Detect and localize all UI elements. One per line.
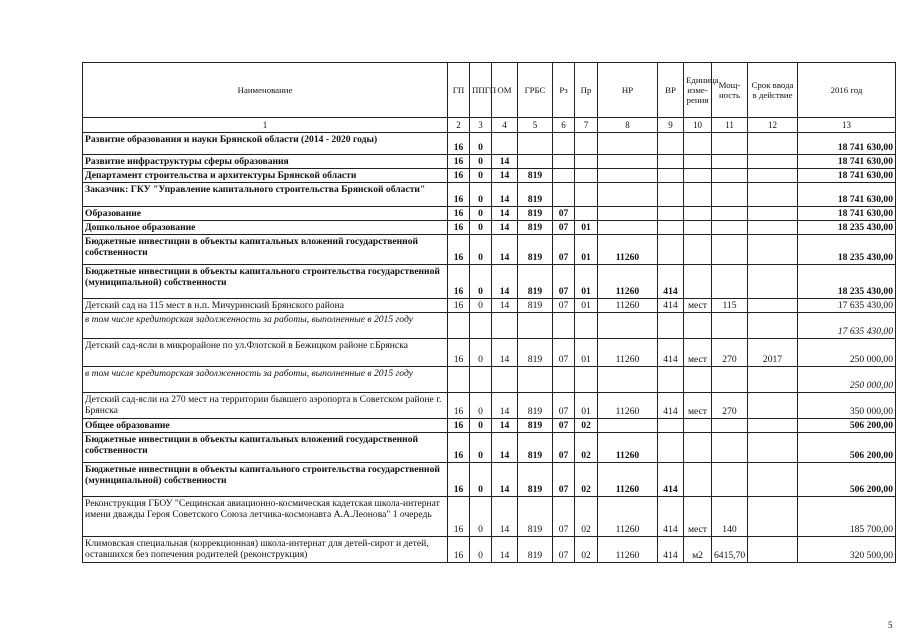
cell-grbs: 819 xyxy=(518,265,553,299)
row-name: Детский сад-ясли в микрорайоне по ул.Флотской в Бежицком районе г.Брянска xyxy=(83,339,448,367)
cell-capacity: 270 xyxy=(712,393,748,419)
table-row xyxy=(83,299,896,313)
cell-commission-date xyxy=(748,497,798,537)
cell-rz: 07 xyxy=(553,463,575,497)
cell-pr: 02 xyxy=(575,497,598,537)
column-number: 8 xyxy=(598,118,658,133)
cell-gp: 16 xyxy=(448,235,470,265)
cell-ppgp: 0 xyxy=(470,299,492,313)
cell-rz: 07 xyxy=(553,207,575,221)
header-nr: НР xyxy=(598,63,658,118)
cell-gp: 16 xyxy=(448,221,470,235)
row-name: Детский сад на 115 мест в н.п. Мичуринский Брянского района xyxy=(83,299,448,313)
cell-nr: 11260 xyxy=(598,497,658,537)
cell-commission-date xyxy=(748,419,798,433)
cell-grbs: 819 xyxy=(518,463,553,497)
table-row xyxy=(83,265,896,299)
cell-amount: 250 000,00 xyxy=(798,367,896,393)
cell-om xyxy=(492,313,518,339)
cell-grbs: 819 xyxy=(518,497,553,537)
cell-rz: 07 xyxy=(553,299,575,313)
cell-pr xyxy=(575,207,598,221)
cell-vr xyxy=(658,235,684,265)
cell-rz xyxy=(553,313,575,339)
cell-amount: 250 000,00 xyxy=(798,339,896,367)
cell-pr: 02 xyxy=(575,419,598,433)
cell-amount: 185 700,00 xyxy=(798,497,896,537)
cell-nr xyxy=(598,419,658,433)
column-number: 9 xyxy=(658,118,684,133)
table-row xyxy=(83,463,896,497)
cell-unit xyxy=(684,433,712,463)
cell-rz: 07 xyxy=(553,497,575,537)
cell-rz: 07 xyxy=(553,393,575,419)
cell-gp: 16 xyxy=(448,393,470,419)
row-name: Дошкольное образование xyxy=(83,221,448,235)
cell-pr: 01 xyxy=(575,299,598,313)
cell-amount: 18 235 430,00 xyxy=(798,221,896,235)
cell-grbs: 819 xyxy=(518,169,553,183)
cell-nr: 11260 xyxy=(598,463,658,497)
cell-capacity xyxy=(712,183,748,207)
cell-pr: 02 xyxy=(575,433,598,463)
cell-unit xyxy=(684,265,712,299)
cell-vr xyxy=(658,367,684,393)
cell-unit xyxy=(684,313,712,339)
cell-capacity xyxy=(712,207,748,221)
cell-amount: 18 741 630,00 xyxy=(798,169,896,183)
cell-om: 14 xyxy=(492,537,518,563)
table-body xyxy=(83,133,896,563)
row-name: Бюджетные инвестиции в объекты капитальных вложений государственной собственности xyxy=(83,235,448,265)
cell-ppgp: 0 xyxy=(470,537,492,563)
cell-gp: 16 xyxy=(448,339,470,367)
cell-commission-date xyxy=(748,367,798,393)
header-ppgp: ППГП xyxy=(470,63,492,118)
cell-unit: м2 xyxy=(684,537,712,563)
cell-commission-date xyxy=(748,433,798,463)
cell-gp: 16 xyxy=(448,155,470,169)
cell-commission-date xyxy=(748,537,798,563)
row-name: Развитие инфраструктуры сферы образования xyxy=(83,155,448,169)
cell-amount: 17 635 430,00 xyxy=(798,299,896,313)
cell-om: 14 xyxy=(492,183,518,207)
header-capacity: Мощ-ность xyxy=(712,63,748,118)
column-number: 1 xyxy=(83,118,448,133)
table-row xyxy=(83,169,896,183)
column-number: 6 xyxy=(553,118,575,133)
cell-gp: 16 xyxy=(448,433,470,463)
row-name: Детский сад-ясли на 270 мест на территории бывшего аэропорта в Советском районе г. Брянска xyxy=(83,393,448,419)
cell-capacity xyxy=(712,419,748,433)
cell-pr xyxy=(575,367,598,393)
cell-grbs: 819 xyxy=(518,183,553,207)
cell-ppgp: 0 xyxy=(470,207,492,221)
row-name: в том числе кредиторская задолженность за работы, выполненные в 2015 году xyxy=(83,367,448,393)
header-gp: ГП xyxy=(448,63,470,118)
cell-gp: 16 xyxy=(448,497,470,537)
cell-nr: 11260 xyxy=(598,339,658,367)
cell-nr xyxy=(598,183,658,207)
cell-gp xyxy=(448,367,470,393)
cell-commission-date xyxy=(748,463,798,497)
cell-gp: 16 xyxy=(448,265,470,299)
cell-om: 14 xyxy=(492,169,518,183)
cell-vr xyxy=(658,133,684,155)
cell-grbs xyxy=(518,133,553,155)
header-name: Наименование xyxy=(83,63,448,118)
cell-capacity xyxy=(712,463,748,497)
table-row xyxy=(83,497,896,537)
cell-vr xyxy=(658,433,684,463)
row-name: Образование xyxy=(83,207,448,221)
cell-commission-date xyxy=(748,183,798,207)
cell-vr: 414 xyxy=(658,537,684,563)
cell-nr: 11260 xyxy=(598,433,658,463)
cell-commission-date xyxy=(748,133,798,155)
cell-amount: 506 200,00 xyxy=(798,433,896,463)
cell-commission-date xyxy=(748,299,798,313)
column-number: 7 xyxy=(575,118,598,133)
cell-ppgp: 0 xyxy=(470,221,492,235)
cell-ppgp: 0 xyxy=(470,265,492,299)
cell-gp: 16 xyxy=(448,419,470,433)
cell-nr: 11260 xyxy=(598,537,658,563)
cell-ppgp: 0 xyxy=(470,419,492,433)
cell-rz: 07 xyxy=(553,265,575,299)
cell-vr: 414 xyxy=(658,265,684,299)
cell-capacity xyxy=(712,433,748,463)
cell-capacity xyxy=(712,133,748,155)
cell-pr: 02 xyxy=(575,463,598,497)
cell-vr: 414 xyxy=(658,463,684,497)
cell-unit xyxy=(684,221,712,235)
header-rz: Рз xyxy=(553,63,575,118)
column-number: 5 xyxy=(518,118,553,133)
cell-nr xyxy=(598,221,658,235)
header-pr: Пр xyxy=(575,63,598,118)
cell-commission-date xyxy=(748,221,798,235)
cell-unit xyxy=(684,367,712,393)
cell-pr xyxy=(575,183,598,207)
cell-om: 14 xyxy=(492,339,518,367)
cell-nr: 11260 xyxy=(598,235,658,265)
cell-vr xyxy=(658,207,684,221)
cell-pr: 02 xyxy=(575,537,598,563)
row-name: Реконструкция ГБОУ "Сещинская авиационно-космическая кадетская школа-интернат имени дважды Героя Советского Союза летчика-космонавта А.А.Леонова" 1 очередь xyxy=(83,497,448,537)
cell-grbs xyxy=(518,155,553,169)
column-number: 2 xyxy=(448,118,470,133)
column-number: 12 xyxy=(748,118,798,133)
cell-unit xyxy=(684,183,712,207)
cell-om: 14 xyxy=(492,221,518,235)
cell-nr xyxy=(598,207,658,221)
cell-grbs: 819 xyxy=(518,207,553,221)
cell-rz: 07 xyxy=(553,235,575,265)
column-number: 10 xyxy=(684,118,712,133)
cell-grbs xyxy=(518,367,553,393)
cell-grbs xyxy=(518,313,553,339)
cell-om: 14 xyxy=(492,155,518,169)
cell-amount: 506 200,00 xyxy=(798,419,896,433)
cell-rz xyxy=(553,155,575,169)
table-row xyxy=(83,339,896,367)
cell-amount: 506 200,00 xyxy=(798,463,896,497)
cell-unit xyxy=(684,235,712,265)
header-unit: Единица изме-рения xyxy=(684,63,712,118)
cell-capacity: 115 xyxy=(712,299,748,313)
column-number: 13 xyxy=(798,118,896,133)
cell-grbs: 819 xyxy=(518,419,553,433)
cell-commission-date xyxy=(748,393,798,419)
cell-gp: 16 xyxy=(448,183,470,207)
cell-vr: 414 xyxy=(658,497,684,537)
cell-ppgp: 0 xyxy=(470,235,492,265)
header-commission-date: Срок ввода в действие xyxy=(748,63,798,118)
cell-vr xyxy=(658,221,684,235)
cell-om: 14 xyxy=(492,463,518,497)
cell-vr: 414 xyxy=(658,393,684,419)
cell-pr xyxy=(575,133,598,155)
cell-gp: 16 xyxy=(448,207,470,221)
cell-amount: 18 741 630,00 xyxy=(798,183,896,207)
cell-pr: 01 xyxy=(575,235,598,265)
cell-unit xyxy=(684,155,712,169)
cell-nr xyxy=(598,133,658,155)
cell-gp: 16 xyxy=(448,463,470,497)
table-row xyxy=(83,183,896,207)
budget-sheet xyxy=(82,62,895,563)
cell-grbs: 819 xyxy=(518,433,553,463)
cell-pr: 01 xyxy=(575,339,598,367)
cell-amount: 350 000,00 xyxy=(798,393,896,419)
cell-om: 14 xyxy=(492,235,518,265)
cell-vr xyxy=(658,155,684,169)
cell-capacity xyxy=(712,265,748,299)
cell-capacity: 270 xyxy=(712,339,748,367)
row-name: Климовская специальная (коррекционная) школа-интернат для детей-сирот и детей, оставшихся без попечения родителей (реконструкция) xyxy=(83,537,448,563)
cell-unit: мест xyxy=(684,299,712,313)
cell-om: 14 xyxy=(492,393,518,419)
column-number: 11 xyxy=(712,118,748,133)
cell-nr: 11260 xyxy=(598,265,658,299)
cell-grbs: 819 xyxy=(518,393,553,419)
cell-ppgp: 0 xyxy=(470,497,492,537)
cell-pr xyxy=(575,313,598,339)
cell-capacity xyxy=(712,169,748,183)
cell-commission-date xyxy=(748,235,798,265)
cell-gp xyxy=(448,313,470,339)
header-vr: ВР xyxy=(658,63,684,118)
cell-grbs: 819 xyxy=(518,221,553,235)
cell-om xyxy=(492,367,518,393)
cell-nr xyxy=(598,367,658,393)
row-name: в том числе кредиторская задолженность за работы, выполненные в 2015 году xyxy=(83,313,448,339)
budget-table xyxy=(82,62,896,563)
cell-capacity xyxy=(712,235,748,265)
row-name: Бюджетные инвестиции в объекты капитального строительства государственной (муниципальной) собственности xyxy=(83,463,448,497)
cell-capacity xyxy=(712,367,748,393)
cell-vr: 414 xyxy=(658,299,684,313)
cell-amount: 18 741 630,00 xyxy=(798,207,896,221)
cell-pr xyxy=(575,169,598,183)
cell-rz: 07 xyxy=(553,433,575,463)
cell-commission-date xyxy=(748,169,798,183)
cell-ppgp: 0 xyxy=(470,433,492,463)
cell-unit xyxy=(684,133,712,155)
cell-vr xyxy=(658,313,684,339)
cell-unit: мест xyxy=(684,497,712,537)
cell-ppgp: 0 xyxy=(470,169,492,183)
cell-grbs: 819 xyxy=(518,537,553,563)
cell-commission-date xyxy=(748,207,798,221)
cell-om xyxy=(492,133,518,155)
table-row xyxy=(83,155,896,169)
cell-gp: 16 xyxy=(448,537,470,563)
row-name: Бюджетные инвестиции в объекты капитальных вложений государственной собственности xyxy=(83,433,448,463)
cell-grbs: 819 xyxy=(518,235,553,265)
cell-unit xyxy=(684,169,712,183)
cell-gp: 16 xyxy=(448,133,470,155)
cell-capacity: 6415,70 xyxy=(712,537,748,563)
cell-rz xyxy=(553,367,575,393)
cell-commission-date: 2017 xyxy=(748,339,798,367)
cell-ppgp: 0 xyxy=(470,183,492,207)
cell-rz: 07 xyxy=(553,221,575,235)
cell-pr: 01 xyxy=(575,221,598,235)
cell-nr xyxy=(598,155,658,169)
cell-ppgp: 0 xyxy=(470,463,492,497)
cell-unit xyxy=(684,463,712,497)
cell-gp: 16 xyxy=(448,299,470,313)
column-number: 3 xyxy=(470,118,492,133)
table-row xyxy=(83,133,896,155)
cell-ppgp: 0 xyxy=(470,393,492,419)
cell-rz xyxy=(553,183,575,207)
cell-nr: 11260 xyxy=(598,299,658,313)
cell-amount: 18 235 430,00 xyxy=(798,235,896,265)
table-row xyxy=(83,419,896,433)
cell-vr: 414 xyxy=(658,339,684,367)
cell-nr: 11260 xyxy=(598,393,658,419)
cell-om: 14 xyxy=(492,433,518,463)
cell-amount: 17 635 430,00 xyxy=(798,313,896,339)
row-name: Развитие образования и науки Брянской области (2014 - 2020 годы) xyxy=(83,133,448,155)
cell-pr: 01 xyxy=(575,393,598,419)
cell-grbs: 819 xyxy=(518,339,553,367)
cell-om: 14 xyxy=(492,265,518,299)
header-om: ОМ xyxy=(492,63,518,118)
cell-unit xyxy=(684,419,712,433)
cell-capacity xyxy=(712,155,748,169)
cell-grbs: 819 xyxy=(518,299,553,313)
table-row xyxy=(83,367,896,393)
cell-rz xyxy=(553,133,575,155)
cell-om: 14 xyxy=(492,207,518,221)
cell-om: 14 xyxy=(492,497,518,537)
cell-amount: 18 741 630,00 xyxy=(798,155,896,169)
cell-amount: 320 500,00 xyxy=(798,537,896,563)
cell-capacity xyxy=(712,221,748,235)
table-row xyxy=(83,313,896,339)
cell-om: 14 xyxy=(492,419,518,433)
cell-commission-date xyxy=(748,265,798,299)
row-name: Департамент строительства и архитектуры Брянской области xyxy=(83,169,448,183)
cell-ppgp xyxy=(470,313,492,339)
header-row xyxy=(83,63,896,118)
cell-ppgp: 0 xyxy=(470,155,492,169)
cell-capacity: 140 xyxy=(712,497,748,537)
cell-amount: 18 741 630,00 xyxy=(798,133,896,155)
cell-vr xyxy=(658,419,684,433)
cell-unit: мест xyxy=(684,393,712,419)
cell-nr xyxy=(598,313,658,339)
row-name: Заказчик: ГКУ "Управление капитального строительства Брянской области" xyxy=(83,183,448,207)
cell-unit xyxy=(684,207,712,221)
cell-commission-date xyxy=(748,155,798,169)
page-number: 5 xyxy=(888,620,893,630)
cell-ppgp: 0 xyxy=(470,133,492,155)
cell-pr: 01 xyxy=(575,265,598,299)
row-name: Бюджетные инвестиции в объекты капитального строительства государственной (муниципальной) собственности xyxy=(83,265,448,299)
table-row xyxy=(83,207,896,221)
table-row xyxy=(83,433,896,463)
column-number: 4 xyxy=(492,118,518,133)
cell-rz: 07 xyxy=(553,419,575,433)
cell-commission-date xyxy=(748,313,798,339)
cell-rz: 07 xyxy=(553,339,575,367)
cell-capacity xyxy=(712,313,748,339)
header-year-2016: 2016 год xyxy=(798,63,896,118)
cell-amount: 18 235 430,00 xyxy=(798,265,896,299)
cell-ppgp: 0 xyxy=(470,339,492,367)
cell-ppgp xyxy=(470,367,492,393)
cell-nr xyxy=(598,169,658,183)
header-grbs: ГРБС xyxy=(518,63,553,118)
cell-rz xyxy=(553,169,575,183)
cell-om: 14 xyxy=(492,299,518,313)
column-number-row xyxy=(83,118,896,133)
cell-gp: 16 xyxy=(448,169,470,183)
cell-vr xyxy=(658,183,684,207)
table-row xyxy=(83,221,896,235)
cell-unit: мест xyxy=(684,339,712,367)
table-row xyxy=(83,393,896,419)
cell-pr xyxy=(575,155,598,169)
cell-rz: 07 xyxy=(553,537,575,563)
table-row xyxy=(83,235,896,265)
cell-vr xyxy=(658,169,684,183)
table-row xyxy=(83,537,896,563)
row-name: Общее образование xyxy=(83,419,448,433)
